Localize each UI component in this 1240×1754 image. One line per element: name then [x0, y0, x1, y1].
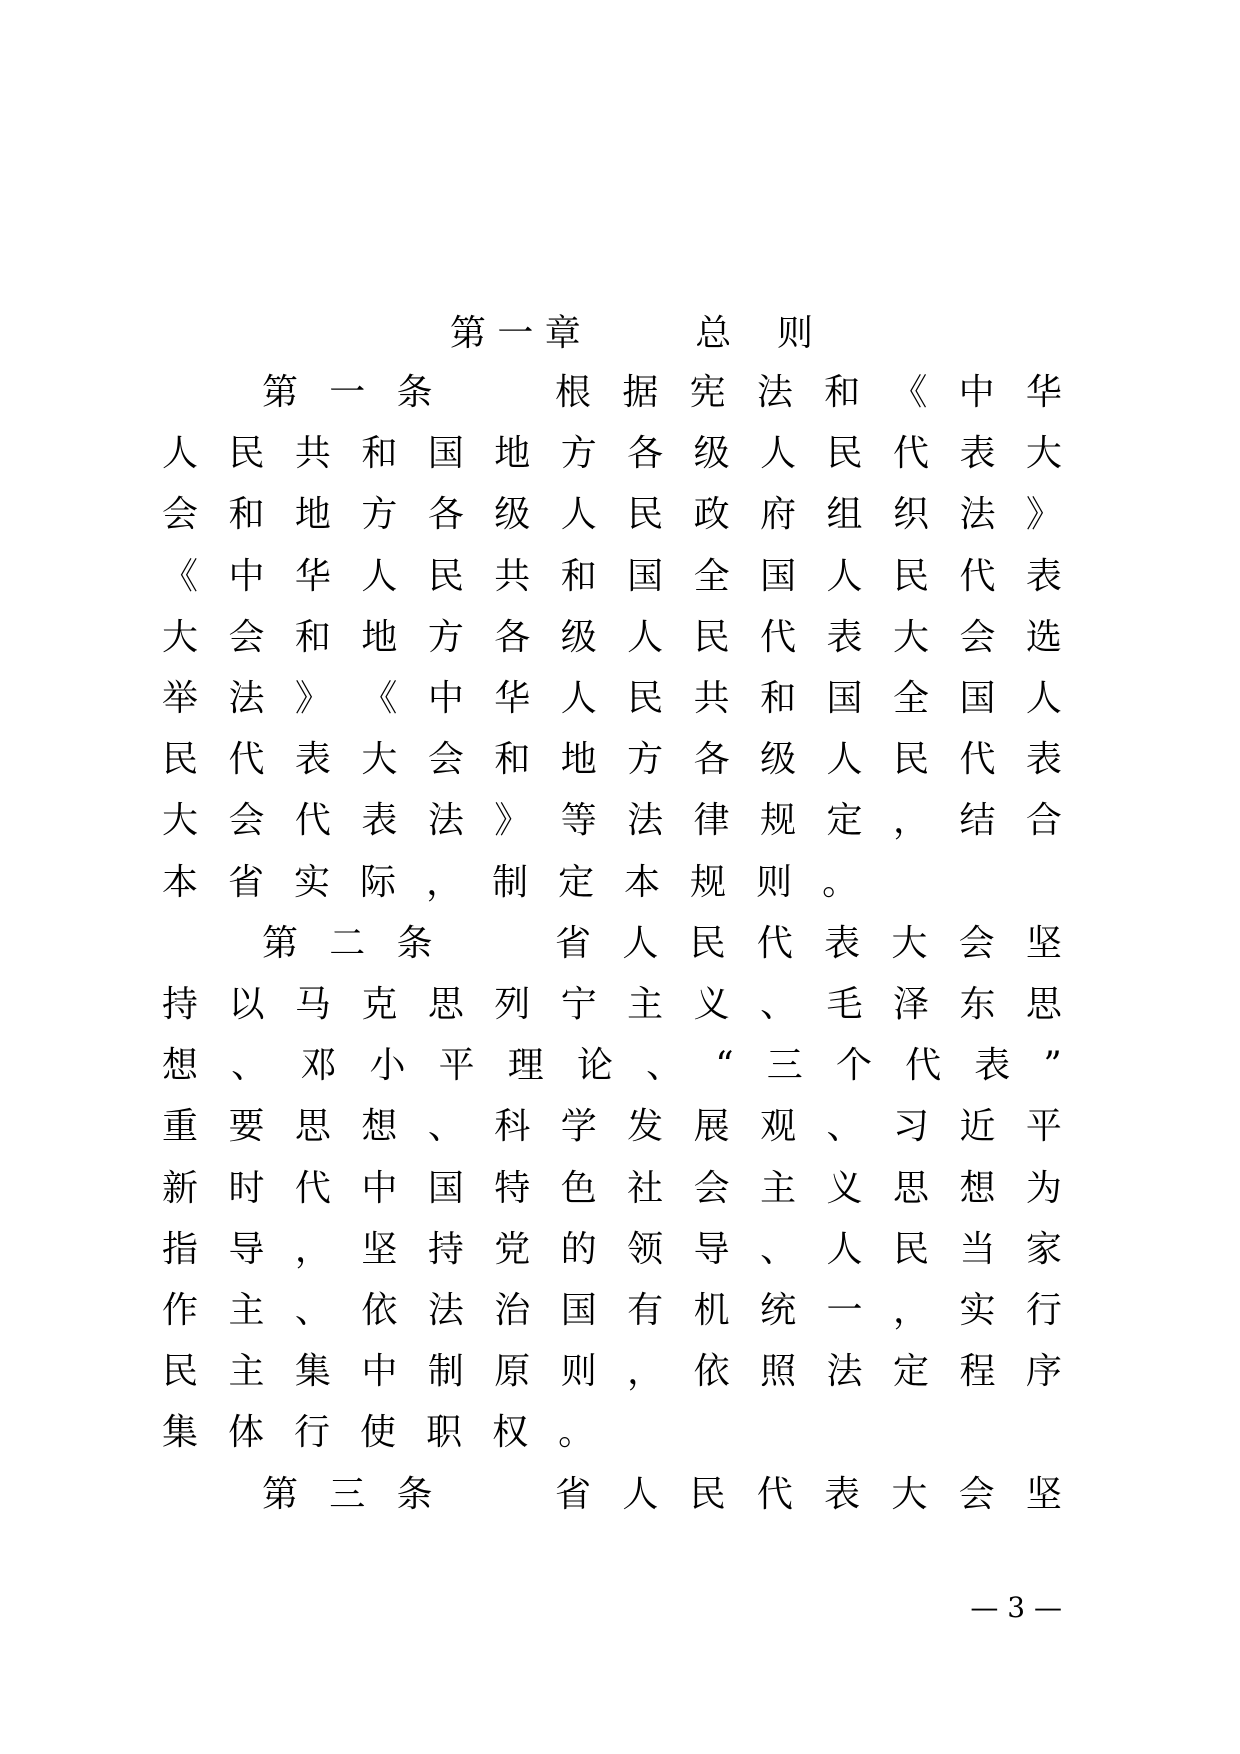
text-char: 实 — [294, 862, 331, 903]
text-char: 会 — [427, 739, 464, 780]
text-char: 》 — [294, 678, 331, 719]
label-gap — [464, 1464, 524, 1526]
text-char: 全 — [693, 556, 730, 597]
text-char: 定 — [826, 800, 863, 841]
text-char: 织 — [892, 494, 929, 535]
text-char: 国 — [826, 678, 863, 719]
text-char: 持 — [162, 984, 199, 1025]
text-char: 科 — [494, 1106, 531, 1147]
text-char: 表 — [1025, 556, 1062, 597]
text-char: 人 — [622, 1474, 659, 1515]
text-char: 要 — [228, 1106, 265, 1147]
article-label-char: 条 — [396, 1474, 433, 1515]
text-char: 习 — [892, 1106, 929, 1147]
text-char: 表 — [826, 617, 863, 658]
text-char: 义 — [826, 1168, 863, 1209]
text-char: 代 — [756, 923, 793, 964]
text-char: 时 — [228, 1168, 265, 1209]
text-char: 政 — [693, 494, 730, 535]
text-char: 程 — [959, 1351, 996, 1392]
text-char: 序 — [1025, 1351, 1062, 1392]
text-char: 民 — [162, 1351, 199, 1392]
text-char: 宁 — [560, 984, 597, 1025]
text-char: 民 — [689, 923, 726, 964]
text-char: 会 — [958, 923, 995, 964]
text-char: 依 — [693, 1351, 730, 1392]
text-char: 民 — [892, 1229, 929, 1270]
text-char: 理 — [507, 1045, 544, 1086]
text-char: 法 — [959, 494, 996, 535]
text-char: 民 — [627, 494, 664, 535]
text-char: 代 — [756, 1474, 793, 1515]
text-line — [162, 484, 1062, 546]
article-heading-line — [262, 362, 1062, 424]
text-char: 有 — [627, 1290, 664, 1331]
text-char: ， — [294, 1229, 331, 1270]
text-char: 想 — [162, 1045, 199, 1086]
article-label-char: 一 — [329, 372, 366, 413]
text-char: 共 — [294, 433, 331, 474]
text-char: 会 — [228, 617, 265, 658]
text-char: 人 — [627, 617, 664, 658]
text-char: 思 — [427, 984, 464, 1025]
text-char: 方 — [560, 433, 597, 474]
text-char: 会 — [959, 617, 996, 658]
text-char: 制 — [427, 1351, 464, 1392]
text-char: 。 — [558, 1412, 595, 1453]
text-char: 民 — [228, 433, 265, 474]
text-char: 华 — [494, 678, 531, 719]
text-char: 邓 — [300, 1045, 337, 1086]
text-char: 人 — [826, 556, 863, 597]
text-char: 论 — [576, 1045, 613, 1086]
text-char: 省 — [555, 1474, 592, 1515]
text-line — [162, 1096, 1062, 1158]
chapter-number: 第 一 章 — [449, 313, 581, 354]
text-char: 中 — [228, 556, 265, 597]
text-char: 思 — [1025, 984, 1062, 1025]
text-char: ， — [892, 1290, 929, 1331]
text-char: 规 — [760, 800, 797, 841]
text-char: 治 — [494, 1290, 531, 1331]
text-char: 列 — [494, 984, 531, 1025]
article-label-char: 第 — [262, 1474, 299, 1515]
text-char: 表 — [361, 800, 398, 841]
text-char: 民 — [826, 433, 863, 474]
text-char: 马 — [294, 984, 331, 1025]
text-char: 人 — [760, 433, 797, 474]
text-char: 华 — [1025, 372, 1062, 413]
text-char: 代 — [959, 556, 996, 597]
label-gap — [464, 362, 524, 424]
text-char: 方 — [427, 617, 464, 658]
text-char: 民 — [689, 1474, 726, 1515]
text-char: 特 — [494, 1168, 531, 1209]
text-char: 级 — [760, 739, 797, 780]
text-char: 展 — [693, 1106, 730, 1147]
text-char: 级 — [560, 617, 597, 658]
text-char: 代 — [892, 433, 929, 474]
text-char: 方 — [361, 494, 398, 535]
text-char: 中 — [958, 372, 995, 413]
text-char: 色 — [560, 1168, 597, 1209]
text-char: 作 — [162, 1290, 199, 1331]
text-char: 行 — [294, 1412, 331, 1453]
text-char: 地 — [560, 739, 597, 780]
text-char: 人 — [560, 494, 597, 535]
text-char: 依 — [361, 1290, 398, 1331]
text-char: 体 — [228, 1412, 265, 1453]
text-line — [162, 607, 1062, 669]
text-char: 大 — [162, 617, 199, 658]
text-char: 大 — [892, 617, 929, 658]
chapter-name: 总 则 — [695, 313, 813, 354]
text-char: 持 — [427, 1229, 464, 1270]
text-char: 、 — [231, 1045, 268, 1086]
text-char: 实 — [959, 1290, 996, 1331]
article-label-char: 第 — [262, 372, 299, 413]
article-heading-line — [262, 1464, 1062, 1526]
text-char: 重 — [162, 1106, 199, 1147]
text-char: 大 — [361, 739, 398, 780]
chapter-title — [0, 244, 1240, 364]
text-char: 表 — [824, 1474, 861, 1515]
text-char: 人 — [622, 923, 659, 964]
text-char: 三 — [766, 1045, 803, 1086]
text-char: 法 — [826, 1351, 863, 1392]
text-char: 泽 — [892, 984, 929, 1025]
text-char: ， — [892, 800, 929, 841]
text-char: 代 — [294, 800, 331, 841]
text-char: 近 — [959, 1106, 996, 1147]
text-char: 地 — [494, 433, 531, 474]
text-char: 义 — [693, 984, 730, 1025]
text-char: 的 — [560, 1229, 597, 1270]
text-char: 国 — [760, 556, 797, 597]
text-char: 级 — [693, 433, 730, 474]
text-char: 和 — [361, 433, 398, 474]
article-label-char: 三 — [329, 1474, 366, 1515]
text-char: 省 — [555, 923, 592, 964]
article-label-char: 第 — [262, 923, 299, 964]
text-char: 国 — [959, 678, 996, 719]
text-char: 法 — [627, 800, 664, 841]
text-char: 会 — [958, 1474, 995, 1515]
text-char: 思 — [294, 1106, 331, 1147]
text-char: 新 — [162, 1168, 199, 1209]
text-char: 人 — [560, 678, 597, 719]
text-char: 国 — [427, 433, 464, 474]
text-char: 导 — [228, 1229, 265, 1270]
text-char: 各 — [627, 433, 664, 474]
text-char: ， — [426, 862, 463, 903]
text-char: 。 — [822, 862, 859, 903]
text-char: 大 — [1025, 433, 1062, 474]
text-char: 表 — [959, 433, 996, 474]
text-char: 和 — [824, 372, 861, 413]
text-char: 合 — [1025, 800, 1062, 841]
article-heading-line — [262, 913, 1062, 975]
text-char: “ — [715, 1045, 734, 1086]
text-char: 人 — [1025, 678, 1062, 719]
text-char: 小 — [369, 1045, 406, 1086]
text-char: 和 — [494, 739, 531, 780]
text-char: 大 — [891, 1474, 928, 1515]
text-char: 际 — [360, 862, 397, 903]
text-char: 平 — [438, 1045, 475, 1086]
text-char: 结 — [959, 800, 996, 841]
text-char: 府 — [760, 494, 797, 535]
text-char: 制 — [492, 862, 529, 903]
text-char: 集 — [294, 1351, 331, 1392]
text-char: 举 — [162, 678, 199, 719]
text-char: 照 — [760, 1351, 797, 1392]
text-char: 代 — [760, 617, 797, 658]
text-char: 则 — [560, 1351, 597, 1392]
text-char: 思 — [892, 1168, 929, 1209]
text-char: 国 — [427, 1168, 464, 1209]
text-char: 、 — [760, 984, 797, 1025]
text-char: 《 — [891, 372, 928, 413]
text-char: 个 — [835, 1045, 872, 1086]
text-char: 和 — [560, 556, 597, 597]
text-char: 代 — [228, 739, 265, 780]
text-char: 毛 — [826, 984, 863, 1025]
text-line — [162, 1341, 1062, 1403]
text-char: 民 — [162, 739, 199, 780]
text-char: 民 — [693, 617, 730, 658]
text-char: 主 — [627, 984, 664, 1025]
text-char: 民 — [627, 678, 664, 719]
text-char: 机 — [693, 1290, 730, 1331]
text-char: 、 — [826, 1106, 863, 1147]
text-char: 省 — [228, 862, 265, 903]
text-char: 和 — [294, 617, 331, 658]
text-char: 主 — [228, 1290, 265, 1331]
text-char: 领 — [627, 1229, 664, 1270]
text-char: 法 — [427, 1290, 464, 1331]
text-char: 东 — [959, 984, 996, 1025]
text-char: 权 — [492, 1412, 529, 1453]
text-char: 一 — [826, 1290, 863, 1331]
text-char: 表 — [974, 1045, 1011, 1086]
text-char: 据 — [622, 372, 659, 413]
article-label-char: 二 — [329, 923, 366, 964]
text-char: 主 — [228, 1351, 265, 1392]
text-char: 人 — [162, 433, 199, 474]
text-char: 律 — [693, 800, 730, 841]
text-char: 表 — [824, 923, 861, 964]
text-char: 华 — [294, 556, 331, 597]
text-char: 平 — [1025, 1106, 1062, 1147]
text-line — [162, 852, 1062, 914]
text-char: 导 — [693, 1229, 730, 1270]
text-char: 、 — [646, 1045, 683, 1086]
text-char: 党 — [494, 1229, 531, 1270]
text-char: 全 — [892, 678, 929, 719]
text-char: 中 — [361, 1351, 398, 1392]
text-char: 本 — [162, 862, 199, 903]
text-line — [162, 1280, 1062, 1342]
text-char: 地 — [361, 617, 398, 658]
article-label-char: 条 — [396, 372, 433, 413]
text-char: 和 — [228, 494, 265, 535]
text-char: 》 — [1025, 494, 1062, 535]
text-line — [162, 790, 1062, 852]
text-char: 人 — [826, 739, 863, 780]
text-char: 级 — [494, 494, 531, 535]
text-line — [162, 974, 1062, 1036]
text-char: ， — [627, 1351, 664, 1392]
text-char: 社 — [627, 1168, 664, 1209]
text-line — [162, 1402, 1062, 1464]
text-char: 组 — [826, 494, 863, 535]
text-char: 代 — [294, 1168, 331, 1209]
text-char: 学 — [560, 1106, 597, 1147]
text-char: 民 — [892, 739, 929, 780]
text-char: 》 — [494, 800, 531, 841]
text-char: 选 — [1025, 617, 1062, 658]
text-char: 法 — [228, 678, 265, 719]
text-char: 坚 — [1025, 923, 1062, 964]
text-char: 各 — [494, 617, 531, 658]
text-char: 定 — [892, 1351, 929, 1392]
text-line — [162, 423, 1062, 485]
text-char: 、 — [294, 1290, 331, 1331]
text-char: 规 — [690, 862, 727, 903]
text-char: 宪 — [689, 372, 726, 413]
article-label-char: 条 — [396, 923, 433, 964]
text-char: 观 — [760, 1106, 797, 1147]
text-char: 发 — [627, 1106, 664, 1147]
text-char: 民 — [427, 556, 464, 597]
text-char: 、 — [760, 1229, 797, 1270]
text-char: 国 — [627, 556, 664, 597]
text-char: 本 — [624, 862, 661, 903]
text-line — [162, 729, 1062, 791]
text-line — [162, 1219, 1062, 1281]
text-char: 《 — [361, 678, 398, 719]
text-char: 原 — [494, 1351, 531, 1392]
text-char: 坚 — [1025, 1474, 1062, 1515]
text-char: 各 — [427, 494, 464, 535]
text-char: 国 — [560, 1290, 597, 1331]
text-char: 、 — [427, 1106, 464, 1147]
text-char: 以 — [228, 984, 265, 1025]
text-char: 方 — [627, 739, 664, 780]
text-char: 定 — [558, 862, 595, 903]
text-char: 会 — [228, 800, 265, 841]
text-char: 则 — [756, 862, 793, 903]
text-char: 表 — [294, 739, 331, 780]
text-char: 代 — [905, 1045, 942, 1086]
text-char: 为 — [1025, 1168, 1062, 1209]
text-char: 使 — [360, 1412, 397, 1453]
text-char: 共 — [494, 556, 531, 597]
text-char: 家 — [1025, 1229, 1062, 1270]
text-char: 根 — [555, 372, 592, 413]
text-char: 想 — [361, 1106, 398, 1147]
label-gap — [464, 913, 524, 975]
text-char: 会 — [162, 494, 199, 535]
text-char: 中 — [361, 1168, 398, 1209]
text-char: 各 — [693, 739, 730, 780]
text-line — [162, 1035, 1062, 1097]
text-char: 大 — [162, 800, 199, 841]
text-char: ” — [1043, 1045, 1062, 1086]
text-char: 想 — [959, 1168, 996, 1209]
text-line — [162, 1158, 1062, 1220]
text-char: 人 — [826, 1229, 863, 1270]
text-char: 地 — [294, 494, 331, 535]
text-char: 等 — [560, 800, 597, 841]
text-char: 代 — [959, 739, 996, 780]
text-char: 行 — [1025, 1290, 1062, 1331]
text-line — [162, 668, 1062, 730]
text-char: 共 — [693, 678, 730, 719]
text-char: 和 — [760, 678, 797, 719]
text-char: 当 — [959, 1229, 996, 1270]
text-char: 法 — [756, 372, 793, 413]
text-char: 克 — [361, 984, 398, 1025]
text-char: 集 — [162, 1412, 199, 1453]
text-char: 民 — [892, 556, 929, 597]
text-char: 职 — [426, 1412, 463, 1453]
text-char: 法 — [427, 800, 464, 841]
text-char: 会 — [693, 1168, 730, 1209]
text-char: 中 — [427, 678, 464, 719]
text-char: 指 — [162, 1229, 199, 1270]
text-char: 统 — [760, 1290, 797, 1331]
text-char: 表 — [1025, 739, 1062, 780]
text-char: 人 — [361, 556, 398, 597]
text-line — [162, 546, 1062, 608]
text-char: 《 — [162, 556, 199, 597]
text-char: 主 — [760, 1168, 797, 1209]
text-char: 坚 — [361, 1229, 398, 1270]
page-number: — 3 — — [970, 1591, 1062, 1624]
text-char: 大 — [891, 923, 928, 964]
